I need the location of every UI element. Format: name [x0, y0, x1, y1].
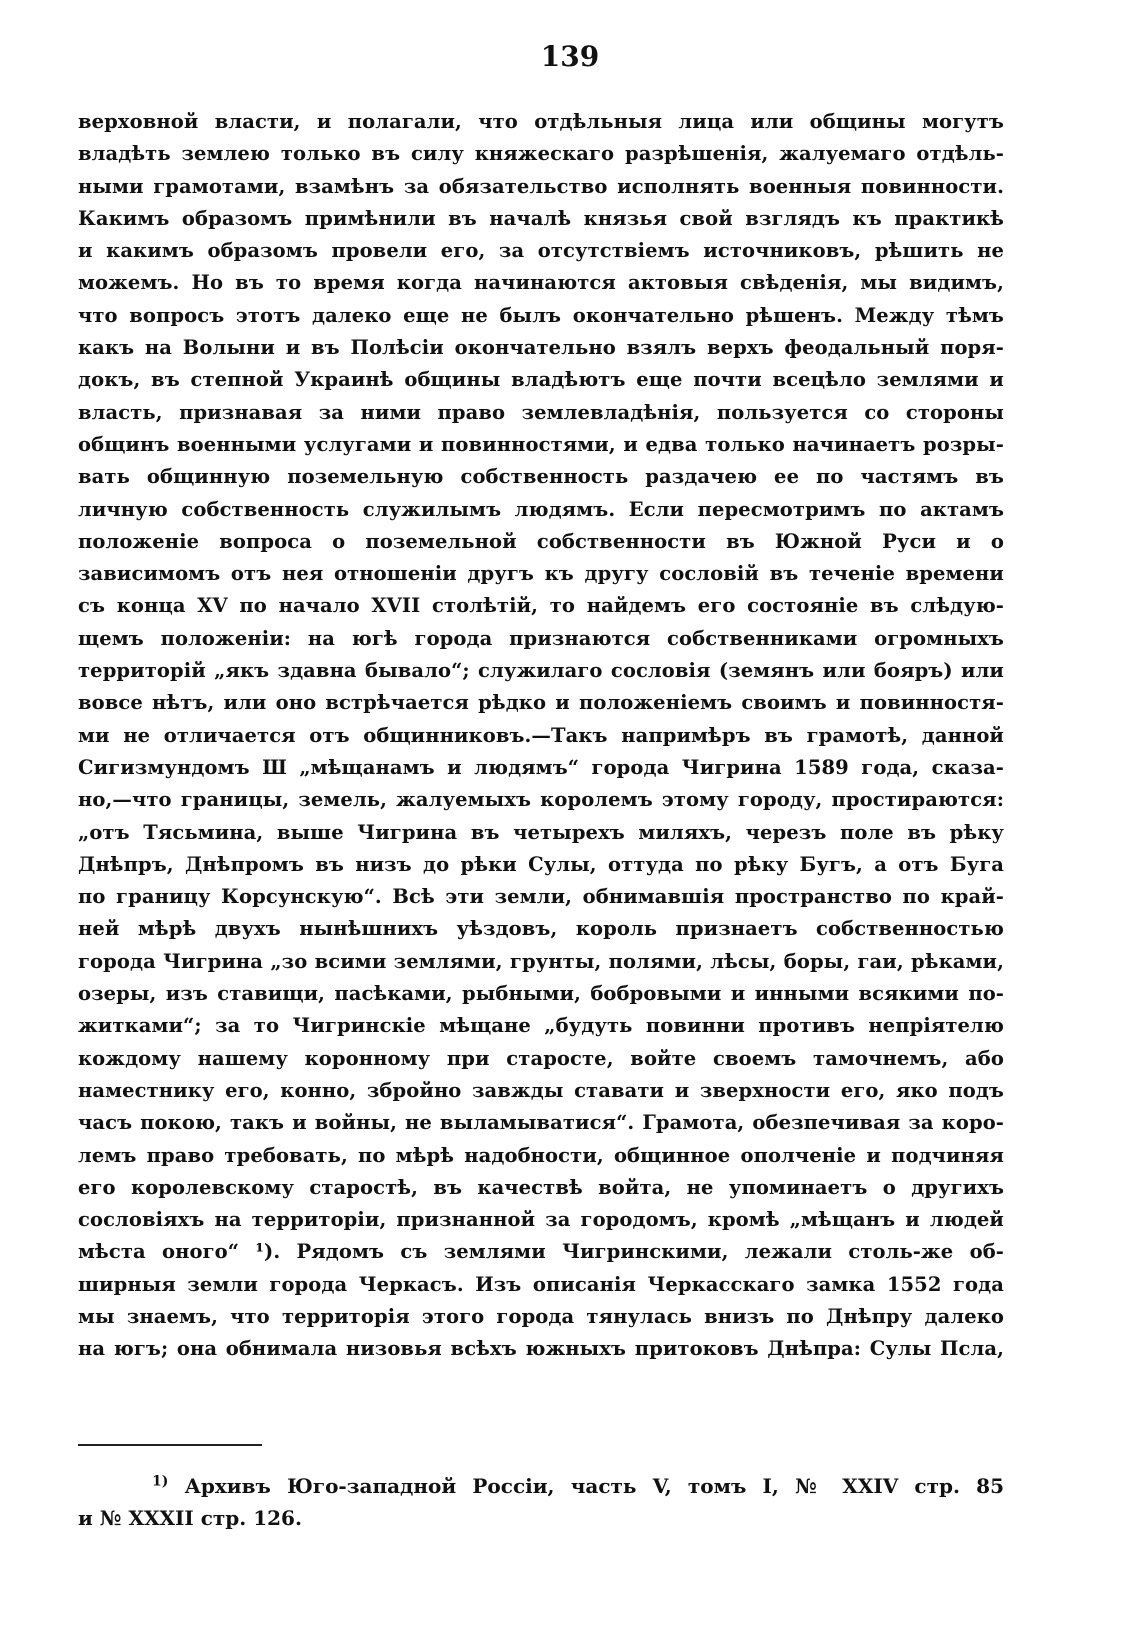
text-line: щемъ положеніи: на югѣ города признаются собственниками огромныхъ — [78, 626, 1004, 650]
text-line: на югъ; она обнимала низовья всѣхъ южныхъ притоковъ Днѣпра: Сулы Псла, — [78, 1337, 1004, 1361]
text-line: положеніе вопроса о поземельной собственности въ Южной Руси и о — [78, 529, 1004, 553]
text-line: владѣть землею только въ силу княжескаго разрѣшенія, жалуемаго отдѣль- — [78, 142, 1004, 166]
footnote-text-1: Архивъ Юго-западной Россіи, часть V, томъ I, № XXIV стр. 85 — [184, 1474, 1004, 1498]
text-line: Какимъ образомъ примѣнили въ началѣ князья свой взглядъ къ практикѣ — [78, 206, 1004, 230]
text-line: территорій „якъ здавна бывало“; служилаго сословія (земянъ или бояръ) или — [78, 659, 1004, 683]
text-line: зависимомъ отъ нея отношеніи другъ къ другу сословій въ теченіе времени — [78, 562, 1004, 586]
text-line: вать общинную поземельную собственность раздачею ее по частямъ въ — [78, 465, 1004, 489]
footnote-marker: 1) — [152, 1473, 169, 1490]
text-line: ширныя земли города Черкасъ. Изъ описанія Черкасскаго замка 1552 года — [78, 1272, 1004, 1296]
text-line: что вопросъ этотъ далеко еще не былъ окончательно рѣшенъ. Между тѣмъ — [78, 303, 1004, 327]
text-line: ными грамотами, взамѣнъ за обязательство исполнять военныя повинности. — [78, 174, 1004, 198]
text-line: часъ покою, такъ и войны, не выламыватися“. Грамота, обезпечивая за коро- — [78, 1111, 1004, 1135]
text-line: но,—что границы, земель, жалуемыхъ королемъ этому городу, простираются: — [78, 788, 1004, 812]
text-line: сословіяхъ на территоріи, признанной за городомъ, кромѣ „мѣщанъ и людей — [78, 1208, 1004, 1232]
text-line: кождому нашему коронному при старосте, войте своемъ тамочнемъ, або — [78, 1046, 1004, 1070]
text-line: можемъ. Но въ то время когда начинаются актовыя свѣденія, мы видимъ, — [78, 271, 1004, 295]
text-line: Днѣпръ, Днѣпромъ въ низъ до рѣки Сулы, оттуда по рѣку Бугъ, а отъ Буга — [78, 852, 1004, 876]
text-line: города Чигрина „зо всими землями, грунты, полями, лѣсы, боры, гаи, рѣками, — [78, 949, 1004, 973]
text-line: ней мѣрѣ двухъ нынѣшнихъ уѣздовъ, король признаетъ собственностью — [78, 917, 1004, 941]
text-line: озеры, изъ ставищи, пасѣками, рыбными, бобровыми и инными всякими по- — [78, 982, 1004, 1006]
text-line: мы знаемъ, что территорія этого города тянулась внизъ по Днѣпру далеко — [78, 1304, 1004, 1328]
text-line: мѣста оного“ ¹). Рядомъ съ землями Чигринскими, лежали столь-же об- — [78, 1240, 1004, 1264]
text-line: докъ, въ степной Украинѣ общины владѣютъ еще почти всецѣло землями и — [78, 368, 1004, 392]
footnote-divider — [78, 1444, 262, 1446]
text-line: „отъ Тясьмина, выше Чигрина въ четырехъ миляхъ, черезъ поле въ рѣку — [78, 820, 1004, 844]
text-line: власть, признавая за ними право землевладѣнія, пользуется со стороны — [78, 400, 1004, 424]
text-line: наместнику его, конно, збройно завжды ставати и зверхности его, яко подъ — [78, 1078, 1004, 1102]
page-number: 139 — [540, 40, 600, 73]
text-line: личную собственность служилымъ людямъ. Если пересмотримъ по актамъ — [78, 497, 1004, 521]
text-line: общинъ военными услугами и повинностями, и едва только начинаетъ розры- — [78, 432, 1004, 456]
text-line: и какимъ образомъ провели его, за отсутствіемъ источниковъ, рѣшить не — [78, 239, 1004, 263]
text-line: верховной власти, и полагали, что отдѣльныя лица или общины могутъ — [78, 110, 1004, 133]
text-line: какъ на Волыни и въ Полѣсіи окончательно взялъ верхъ феодальный поря- — [78, 336, 1004, 360]
body-text — [78, 106, 1004, 1366]
footnote-line-1 — [78, 1470, 1004, 1502]
text-line: лемъ право требовать, по мѣрѣ надобности, общинное ополченіе и подчиняя — [78, 1143, 1004, 1167]
text-line: вовсе нѣтъ, или оно встрѣчается рѣдко и положеніемъ своимъ и повинностя- — [78, 691, 1004, 715]
text-line: по границу Корсунскую“. Всѣ эти земли, обнимавшія пространство по край- — [78, 885, 1004, 909]
footnote — [78, 1470, 1004, 1534]
text-line: ми не отличается отъ общинниковъ.—Такъ напримѣръ въ грамотѣ, данной — [78, 723, 1004, 747]
footnote-line-2: и № XXXII стр. 126. — [78, 1506, 302, 1530]
text-line: съ конца XV по начало XVII столѣтій, то найдемъ его состояніе въ слѣдую- — [78, 594, 1004, 618]
text-line: житками“; за то Чигринскіе мѣщане „будуть повинни противъ непріятелю — [78, 1014, 1004, 1038]
text-line: его королевскому старостѣ, въ качествѣ войта, не упоминаетъ о другихъ — [78, 1175, 1004, 1199]
text-line: Сигизмундомъ Ш „мѣщанамъ и людямъ“ города Чигрина 1589 года, сказа- — [78, 755, 1004, 779]
